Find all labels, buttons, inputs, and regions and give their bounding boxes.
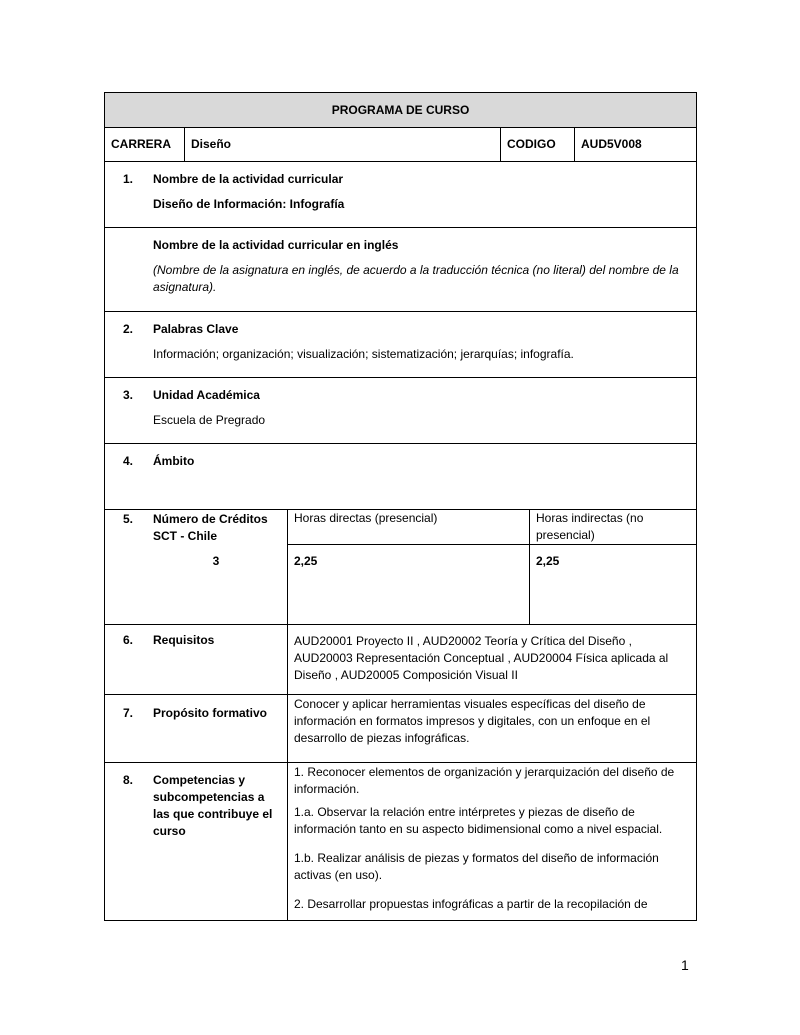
english-name: (Nombre de la asignatura en inglés, de acuerdo a la traducción técnica (no literal) del nombre de la asignatura). [153, 263, 679, 294]
section-8 [105, 763, 697, 921]
section-number: 8. [122, 773, 133, 787]
section-1b [105, 228, 697, 312]
indirect-hours-label: Horas indirectas (no presencial) [530, 510, 697, 545]
section-1 [105, 162, 697, 228]
section-heading: Palabras Clave [153, 322, 239, 336]
carrera-label: CARRERA [105, 128, 185, 162]
section-number: 6. [122, 633, 133, 647]
codigo-label: CODIGO [501, 128, 575, 162]
section-number: 1. [122, 172, 133, 186]
section-number: 5. [122, 512, 133, 526]
direct-hours-label: Horas directas (presencial) [288, 510, 530, 545]
course-program-form [104, 92, 696, 921]
section-number: 7. [122, 706, 133, 720]
requirements: AUD20001 Proyecto II , AUD20002 Teoría y Crítica del Diseño , AUD20003 Representación Conceptual , AUD20004 Física aplicada al Diseño , AUD20005 Composición Visual II [288, 625, 697, 695]
section-heading: Requisitos [153, 633, 215, 647]
section-3 [105, 378, 697, 444]
direct-hours-value: 2,25 [288, 545, 530, 625]
section-number: 4. [122, 454, 133, 468]
purpose: Conocer y aplicar herramientas visuales específicas del diseño de información en formatos impresos y digitales, con un enfoque en el desarrollo de piezas infográficas. [288, 695, 697, 763]
section-heading: Ámbito [153, 454, 195, 468]
page-title: PROGRAMA DE CURSO [105, 93, 697, 128]
title-row [105, 93, 697, 128]
section-number: 3. [122, 388, 133, 402]
competency-item: 1.a. Observar la relación entre intérpretes y piezas de diseño de información tanto en su aspecto bidimensional como a nivel espacial. [294, 805, 663, 836]
section-5-header [105, 510, 697, 545]
credits-value: 3 [212, 554, 220, 568]
section-2 [105, 312, 697, 378]
keywords: Información; organización; visualización; sistematización; jerarquías; infografía. [153, 347, 574, 361]
codigo-value: AUD5V008 [575, 128, 697, 162]
indirect-hours-value: 2,25 [530, 545, 697, 625]
carrera-row [105, 128, 697, 162]
activity-name: Diseño de Información: Infografía [153, 197, 345, 211]
section-heading: Nombre de la actividad curricular [153, 172, 344, 186]
academic-unit: Escuela de Pregrado [153, 413, 266, 427]
competency-item: 2. Desarrollar propuestas infográficas a partir de la recopilación de [294, 897, 648, 911]
section-heading: Unidad Académica [153, 388, 260, 402]
section-6 [105, 625, 697, 695]
course-table [104, 92, 697, 921]
competency-item: 1. Reconocer elementos de organización y jerarquización del diseño de información. [294, 765, 675, 796]
section-heading: Propósito formativo [153, 706, 268, 720]
section-heading: Nombre de la actividad curricular en inglés [153, 238, 399, 252]
section-number: 2. [122, 322, 133, 336]
carrera-value: Diseño [185, 128, 501, 162]
section-7 [105, 695, 697, 763]
page-number: 1 [681, 957, 689, 973]
section-heading: Competencias y subcompetencias a las que contribuye el curso [153, 773, 273, 838]
section-heading: Número de Créditos SCT - Chile [153, 512, 268, 543]
competency-item: 1.b. Realizar análisis de piezas y formatos del diseño de información activas (en uso). [294, 851, 659, 882]
section-4 [105, 444, 697, 510]
